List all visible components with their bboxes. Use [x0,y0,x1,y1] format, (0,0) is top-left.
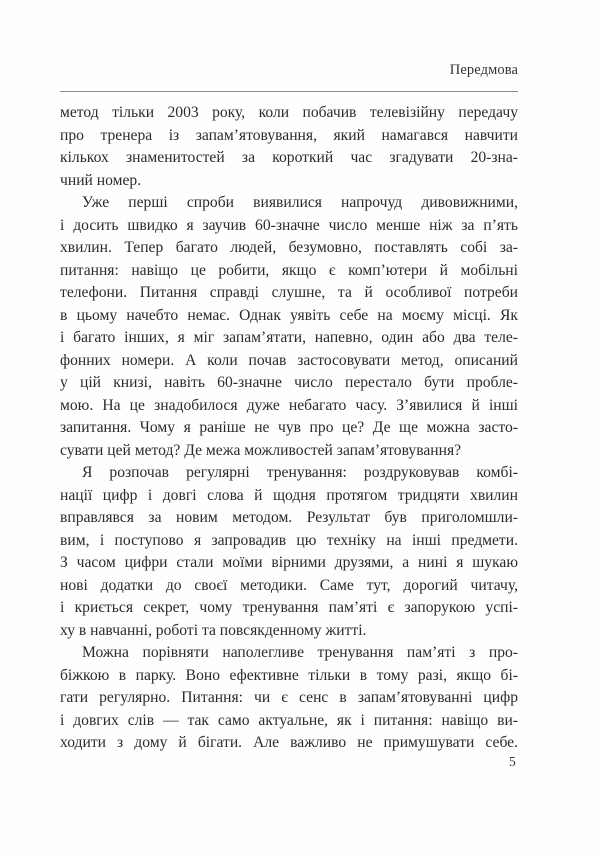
paragraph [60,462,518,642]
text-line: вим, і поступово я запровадив цю техніку на інші предмети. [60,531,518,549]
text-line: і криється секрет, чому тренування пам’яті є запорукою успі- [60,599,518,616]
paragraph [60,192,518,462]
text-line: питання: навіщо це робити, якщо є комп’ютери й мобільні [60,261,518,279]
header-rule [60,91,518,92]
text-line: кількох знаменитостей за короткий час згадувати 20-зна- [60,149,518,166]
text-line: і довгих слів — так само актуальне, як і питання: навіщо ви- [60,711,518,729]
text-line: нації цифр і довгі слова й щодня протягом тридцяти хвилин [60,486,518,504]
text-line: і досить швидко я заучив 60-значне число менше ніж за п’ять [60,216,518,234]
paragraph [60,102,518,192]
text-line: ху в навчанні, роботі та повсякденному житті. [60,621,367,639]
text-line: хвилин. Тепер багато людей, безумовно, поставлять собі за- [60,239,518,256]
text-line: в цьому начебто немає. Однак уявіть себе на моєму місці. Як [60,306,518,324]
text-line: вправлявся за новим методом. Результат був приголомшли- [60,509,518,526]
text-line: мою. На це знадобилося дуже небагато часу. З’явилися й інші [60,396,518,414]
body-text [60,102,518,755]
text-line: запитання. Чому я раніше не чув про це? Де ще можна засто- [60,419,518,436]
text-line: і багато інших, я міг запам’ятати, напевно, один або два теле- [60,329,518,346]
text-line: нові додатки до своєї методики. Саме тут, дорогий читачу, [60,576,518,594]
text-line: З часом цифри стали моїми вірними друзями, а нині я шукаю [60,554,518,571]
paragraph [60,642,518,755]
text-line: чний номер. [60,171,142,189]
text-line: про тренера із запам’ятовування, який намагався навчити [60,126,518,144]
text-line: метод тільки 2003 року, коли побачив телевізійну передачу [60,104,518,121]
running-header-title: Передмова [449,62,518,78]
text-line: Можна порівняти наполегливе тренування пам’яті з про- [82,644,518,661]
text-line: у цій книзі, навіть 60-значне число перестало бути пробле- [60,374,518,391]
text-line: телефони. Питання справді слушне, та й особливої потреби [60,284,518,301]
text-line: біжкою в парку. Воно ефективне тільки в тому разі, якщо бі- [60,666,518,684]
text-line: сувати цей метод? Де межа можливостей запам’ятовування? [60,441,462,459]
text-line: гати регулярно. Питання: чи є сенс в запам’ятовуванні цифр [60,689,518,706]
text-line: Уже перші спроби виявилися напрочуд дивовижними, [82,194,518,211]
page-number: 5 [509,754,516,769]
text-line: Я розпочав регулярні тренування: роздруковував комбі- [82,464,518,481]
text-line: ходити з дому й бігати. Але важливо не примушувати себе. [60,734,518,751]
text-line: фонних номери. А коли почав застосовувати метод, описаний [60,351,518,369]
